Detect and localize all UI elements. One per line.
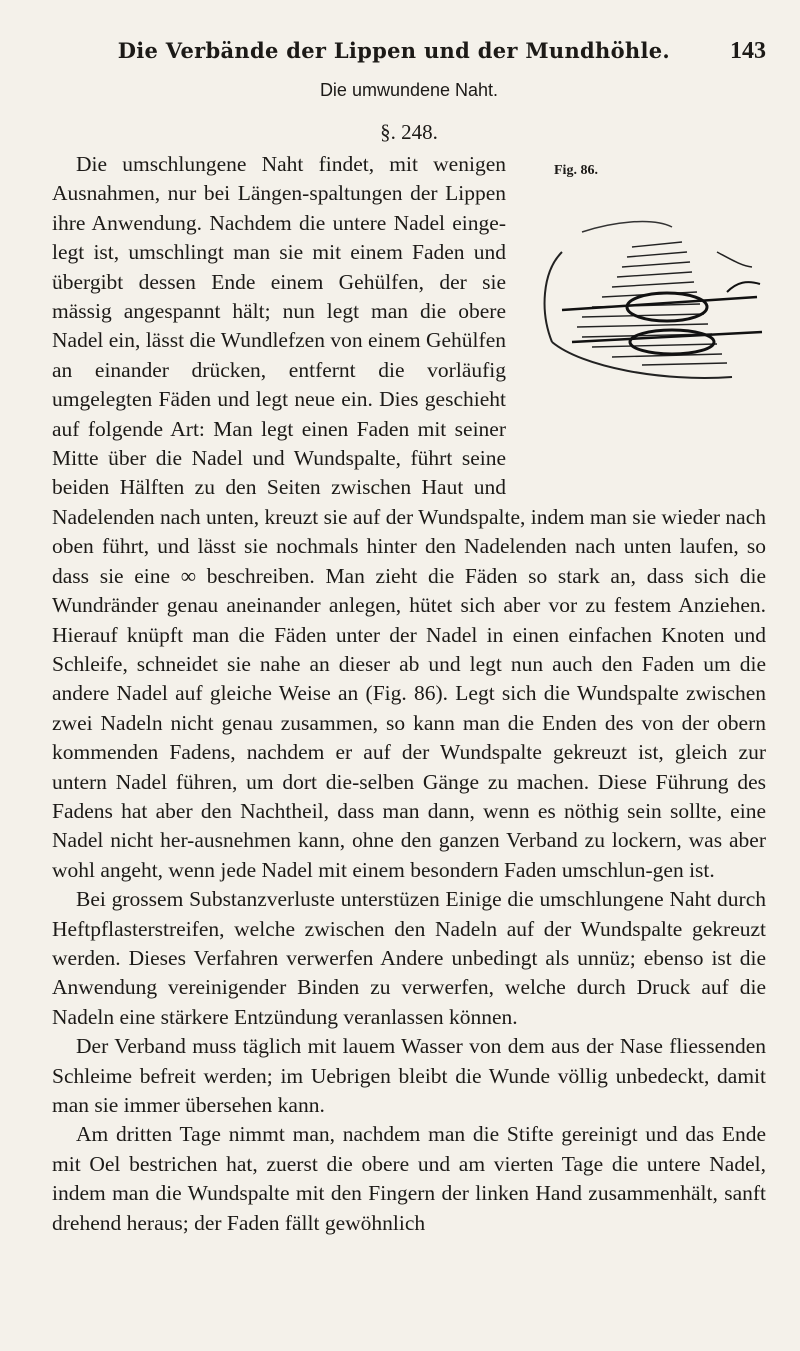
sutured-lip-illustration-icon bbox=[522, 192, 772, 452]
body-text bbox=[52, 150, 766, 1238]
figure-label: Fig. 86. bbox=[554, 163, 598, 178]
paragraph: Der Verband muss täglich mit lauem Wasser von dem aus der Nase fliessenden Schleime befreit werden; im Uebrigen bleibt die Wunde völlig unbedeckt, damit man sie immer übersehen kann. bbox=[52, 1034, 766, 1117]
figure-86 bbox=[522, 156, 772, 486]
running-title: Die Verbände der Lippen und der Mundhöhle. bbox=[117, 38, 670, 63]
paragraph-text: Die umschlungene Naht findet, mit wenigen Ausnahmen, nur bei Längen-spaltungen der Lippen ihre Anwendung. Nachdem die untere Nadel einge-legt ist, umschlingt man sie mit einem Faden und übergibt dessen Ende einem Gehülfen, der sie mässig angespannt hält; nun legt man die obere Nadel ein, lässt die Wundlefzen von einem Gehülfen an einander drücken, entfernt die vorläufig umgelegten Fäden und legt neue ein. Dies geschieht auf folgende Art: Man legt einen Faden mit seiner Mitte über die Nadel und Wundspalte, führt seine beiden Hälften zu den Seiten zwischen Haut und Nadelenden nach unten, kreuzt sie auf der Wundspalte, indem man sie wieder nach oben führt, und lässt sie nochmals hinter den Nadelenden nach unten laufen, so dass sie eine ∞ beschreiben. Man zieht die Fäden so stark an, dass sich die Wundränder genau aneinander anlegen, hütet sich aber vor zu festem Anziehen. Hierauf knüpft man die Fäden unter der Nadel in einen einfachen Knoten und Schleife, schneidet sie nahe an dieser ab und legt nun auch den Faden um die andere Nadel auf gleiche Weise an (Fig. 86). Legt sich die Wundspalte zwischen zwei Nadeln nicht genau zusammen, so kann man die Enden des von der obern kommenden Fadens, nachdem er auf der Wundspalte gekreuzt ist, gleich zur untern Nadel führen, um dort die-selben Gänge zu machen. Diese Führung des Fadens hat aber den Nachtheil, dass man dann, wenn es nöthig sein sollte, eine Nadel nicht her-ausnehmen kann, ohne den ganzen Verband zu lockern, was aber wohl angeht, wenn jede Nadel mit einem besondern Faden umschlun-gen ist. bbox=[52, 152, 766, 882]
running-head bbox=[52, 38, 766, 70]
paragraph-number: §. 248. bbox=[380, 120, 438, 144]
section-heading: Die umwundene Naht. bbox=[319, 80, 499, 100]
page-number: 143 bbox=[730, 38, 766, 64]
paragraph: Am dritten Tage nimmt man, nachdem man die Stifte gereinigt und das Ende mit Oel bestrichen hat, zuerst die obere und am vierten Tage die untere Nadel, indem man die Wundspalte mit den Fingern der linken Hand zusammenhält, sanft drehend heraus; der Faden fällt gewöhnlich bbox=[52, 1122, 766, 1235]
paragraph bbox=[52, 150, 766, 885]
paragraph: Bei grossem Substanzverluste unterstüzen Einige die umschlungene Naht durch Heftpflasterstreifen, welche zwischen den Nadeln auf der Wundspalte gekreuzt werden. Dieses Verfahren verwerfen Andere unbedingt als unnüz; ebenso ist die Anwendung vereinigender Binden zu verwerfen, welche durch Druck auf die Nadeln eine stärkere Entzündung veranlassen können. bbox=[52, 887, 766, 1029]
